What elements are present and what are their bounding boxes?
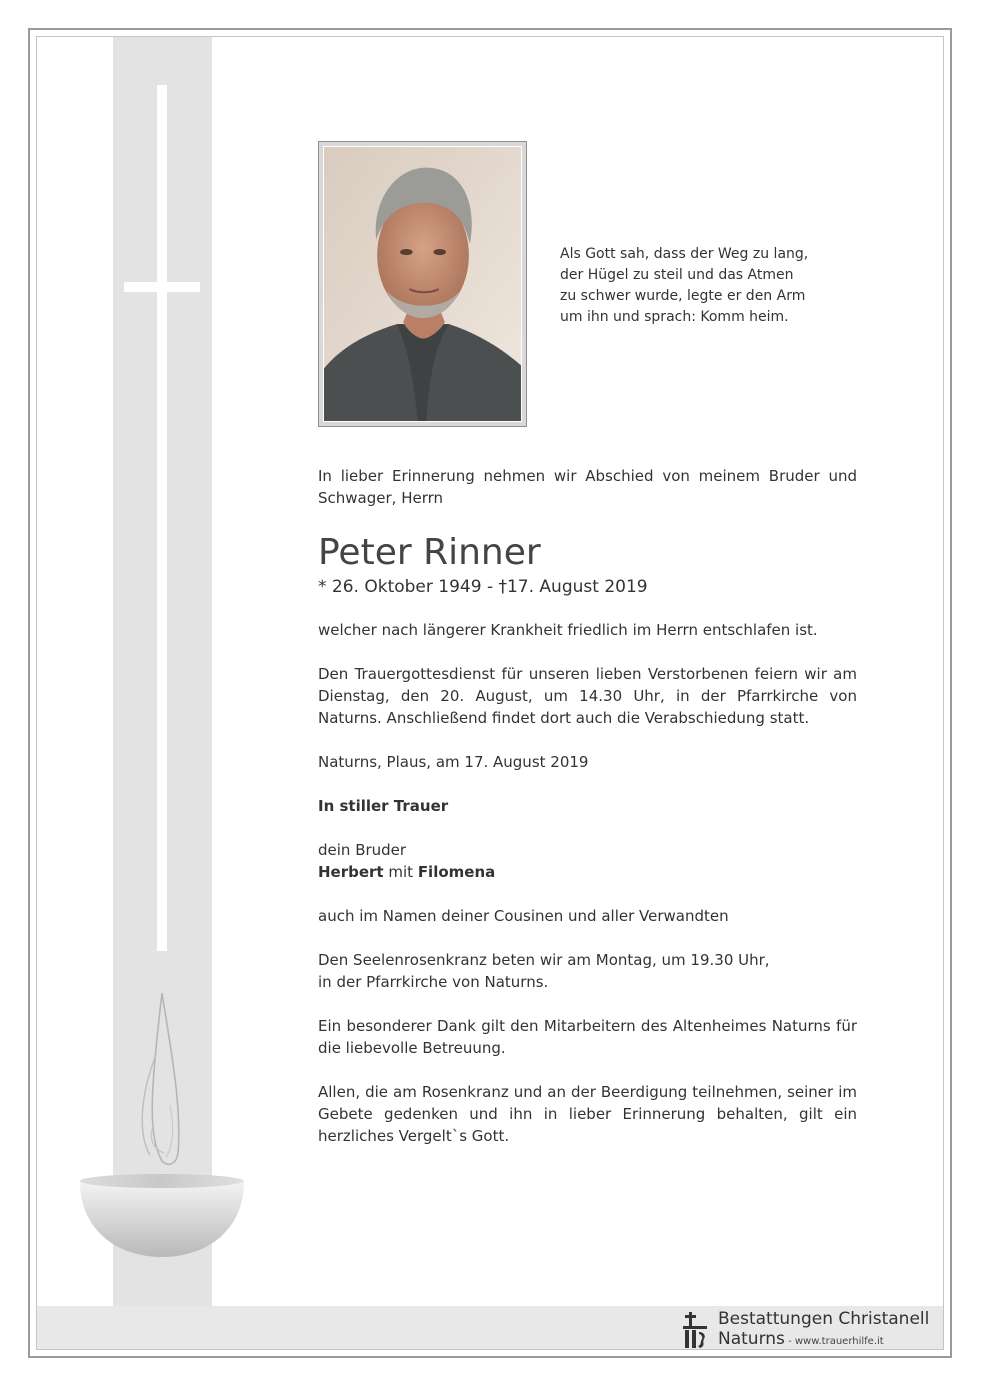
intro-text: In lieber Erinnerung nehmen wir Abschied von meinem Bruder und Schwager, Herrn [318,467,857,507]
quote-line: um ihn und sprach: Komm heim. [560,309,789,325]
place-date: Naturns, Plaus, am 17. August 2019 [318,753,589,771]
company-url: - www.trauerhilfe.it [784,1336,884,1347]
family-connector: mit [383,863,418,881]
funeral-home-logo-icon [680,1312,710,1350]
family-relation: dein Bruder [318,841,407,859]
cross-bar [124,282,200,292]
obituary-text [318,465,857,1147]
service-info: Den Trauergottesdienst für unseren lieben Verstorbenen feiern wir am Dienstag, den 20. August, um 14.30 Uhr, in der Pfarrkirche von Naturns. Anschließend findet dort auch die Verabschiedung statt. [318,665,857,727]
quote-line: der Hügel zu steil und das Atmen [560,267,794,283]
candle-bowl-icon [78,985,246,1265]
family-name-2: Filomena [417,863,496,881]
funeral-home-logo [678,1309,940,1353]
thanks-text: Ein besonderer Dank gilt den Mitarbeitern des Altenheimes Naturns für die liebevolle Betreuung. [318,1017,857,1057]
family-name-1: Herbert [318,863,384,881]
quote-line: zu schwer wurde, legte er den Arm [560,288,806,304]
company-name: Bestattungen Christanell [718,1309,930,1329]
cross-icon [157,85,167,951]
deceased-name: Peter Rinner [318,532,541,573]
relatives-note: auch im Namen deiner Cousinen und aller Verwandten [318,907,729,925]
company-town: Naturns [718,1329,785,1349]
life-dates: * 26. Oktober 1949 - †17. August 2019 [318,577,648,597]
mourning-heading: In stiller Trauer [318,797,449,815]
quote-line: Als Gott sah, dass der Weg zu lang, [560,246,809,262]
memorial-quote [560,244,840,328]
rosary-line-2: in der Pfarrkirche von Naturns. [318,973,549,991]
company-location [718,1329,884,1352]
closing-text: Allen, die am Rosenkranz und an der Beerdigung teilnehmen, seiner im Gebete gedenken und ihn in lieber Erinnerung behalten, gilt ein herzliches Vergelt`s Gott. [318,1083,857,1145]
portrait-frame [318,141,527,427]
death-note: welcher nach längerer Krankheit friedlich im Herrn entschlafen ist. [318,621,818,639]
portrait-photo [324,147,521,421]
family-names [318,861,857,883]
rosary-line-1: Den Seelenrosenkranz beten wir am Montag, um 19.30 Uhr, [318,951,770,969]
